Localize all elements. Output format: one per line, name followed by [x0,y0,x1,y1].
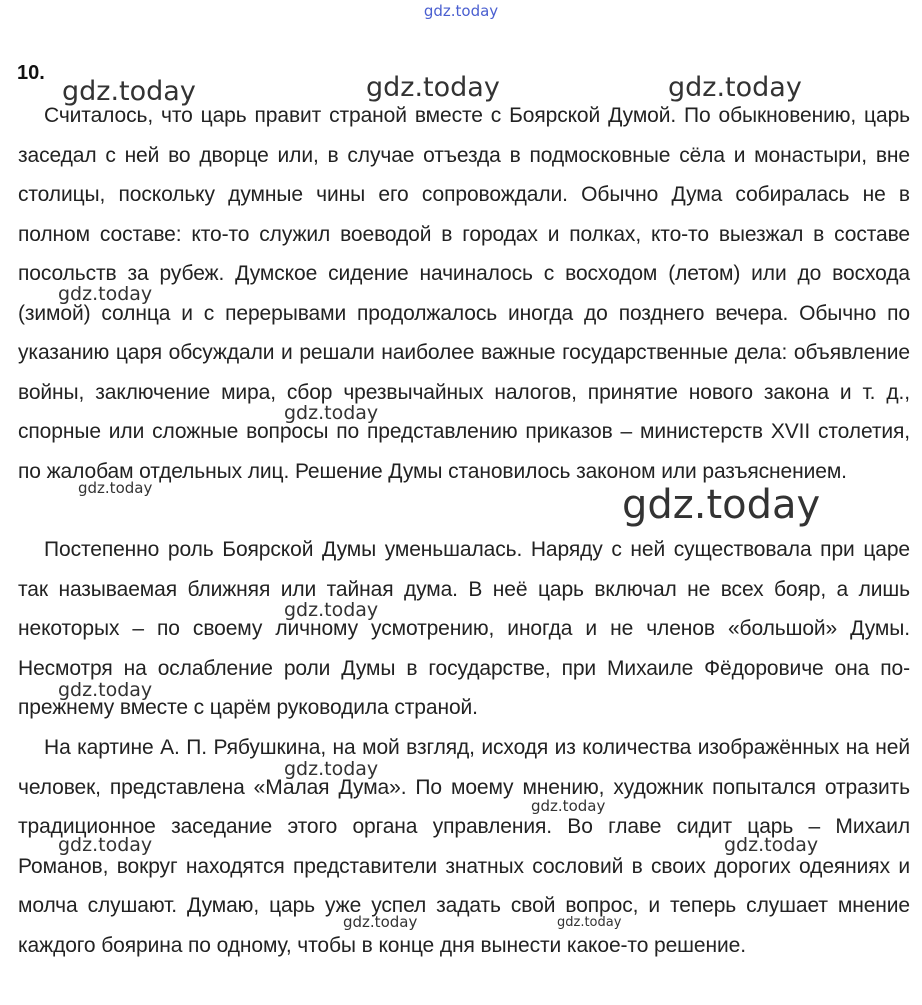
task-number: 10. [17,62,45,84]
watermark: gdz.today [58,679,153,701]
watermark: gdz.today [531,797,606,815]
watermark: gdz.today [284,402,379,424]
watermark: gdz.today [622,482,821,528]
watermark: gdz.today [366,72,500,103]
watermark: gdz.today [58,283,153,305]
paragraph-3: На картине А. П. Рябушкина, на мой взгляд, исходя из количества изображённых на ней человек, представлена «Малая Дума». По моему мнению, художник попытался отразить традиционное заседание этого органа управления. Во главе сидит царь – Михаил Романов, вокруг находятся представители знатных сословий в своих дорогих одеяниях и молча слушают. Думаю, царь уже успел задать свой вопрос, и теперь слушает мнение каждого боярина по одному, чтобы в конце дня вынести какое-то решение. [18,736,910,957]
watermark: gdz.today [78,479,153,497]
watermark: gdz.today [62,76,196,107]
watermark: gdz.today [284,758,379,780]
watermark: gdz.today [668,72,802,103]
header-watermark: gdz.today [423,2,499,20]
watermark: gdz.today [284,599,379,621]
watermark: gdz.today [557,915,622,930]
watermark: gdz.today [724,834,819,856]
paragraph-1: Считалось, что царь правит страной вместе с Боярской Думой. По обыкновению, царь заседал с ней во дворце или, в случае отъезда в подмосковные сёла и монастыри, вне столицы, поскольку думные чины его сопровождали. Обычно Дума собиралась не в полном составе: кто-то служил воеводой в городах и полках, кто-то выезжал в составе посольств за рубеж. Думское сидение начиналось с восходом (летом) или до восхода (зимой) солнца и с перерывами продолжалось иногда до позднего вечера. Обычно по указанию царя обсуждали и решали наиболее важные государственные дела: объявление войны, заключение мира, сбор чрезвычайных налогов, принятие нового закона и т. д., спорные или сложные вопросы по представлению приказов – министерств XVII столетия, по жалобам отдельных лиц. Решение Думы становилось законом или разъяснением. [18,104,910,483]
watermark: gdz.today [343,913,418,931]
paragraph-2: Постепенно роль Боярской Думы уменьшалась. Наряду с ней существовала при царе так называемая ближняя или тайная дума. В неё царь включал не всех бояр, а лишь некоторых – по своему личному усмотрению, иногда и не членов «большой» Думы. Несмотря на ослабление роли Думы в государстве, при Михаиле Фёдоровиче она по-прежнему вместе с царём руководила страной. [18,538,910,719]
watermark: gdz.today [58,834,153,856]
